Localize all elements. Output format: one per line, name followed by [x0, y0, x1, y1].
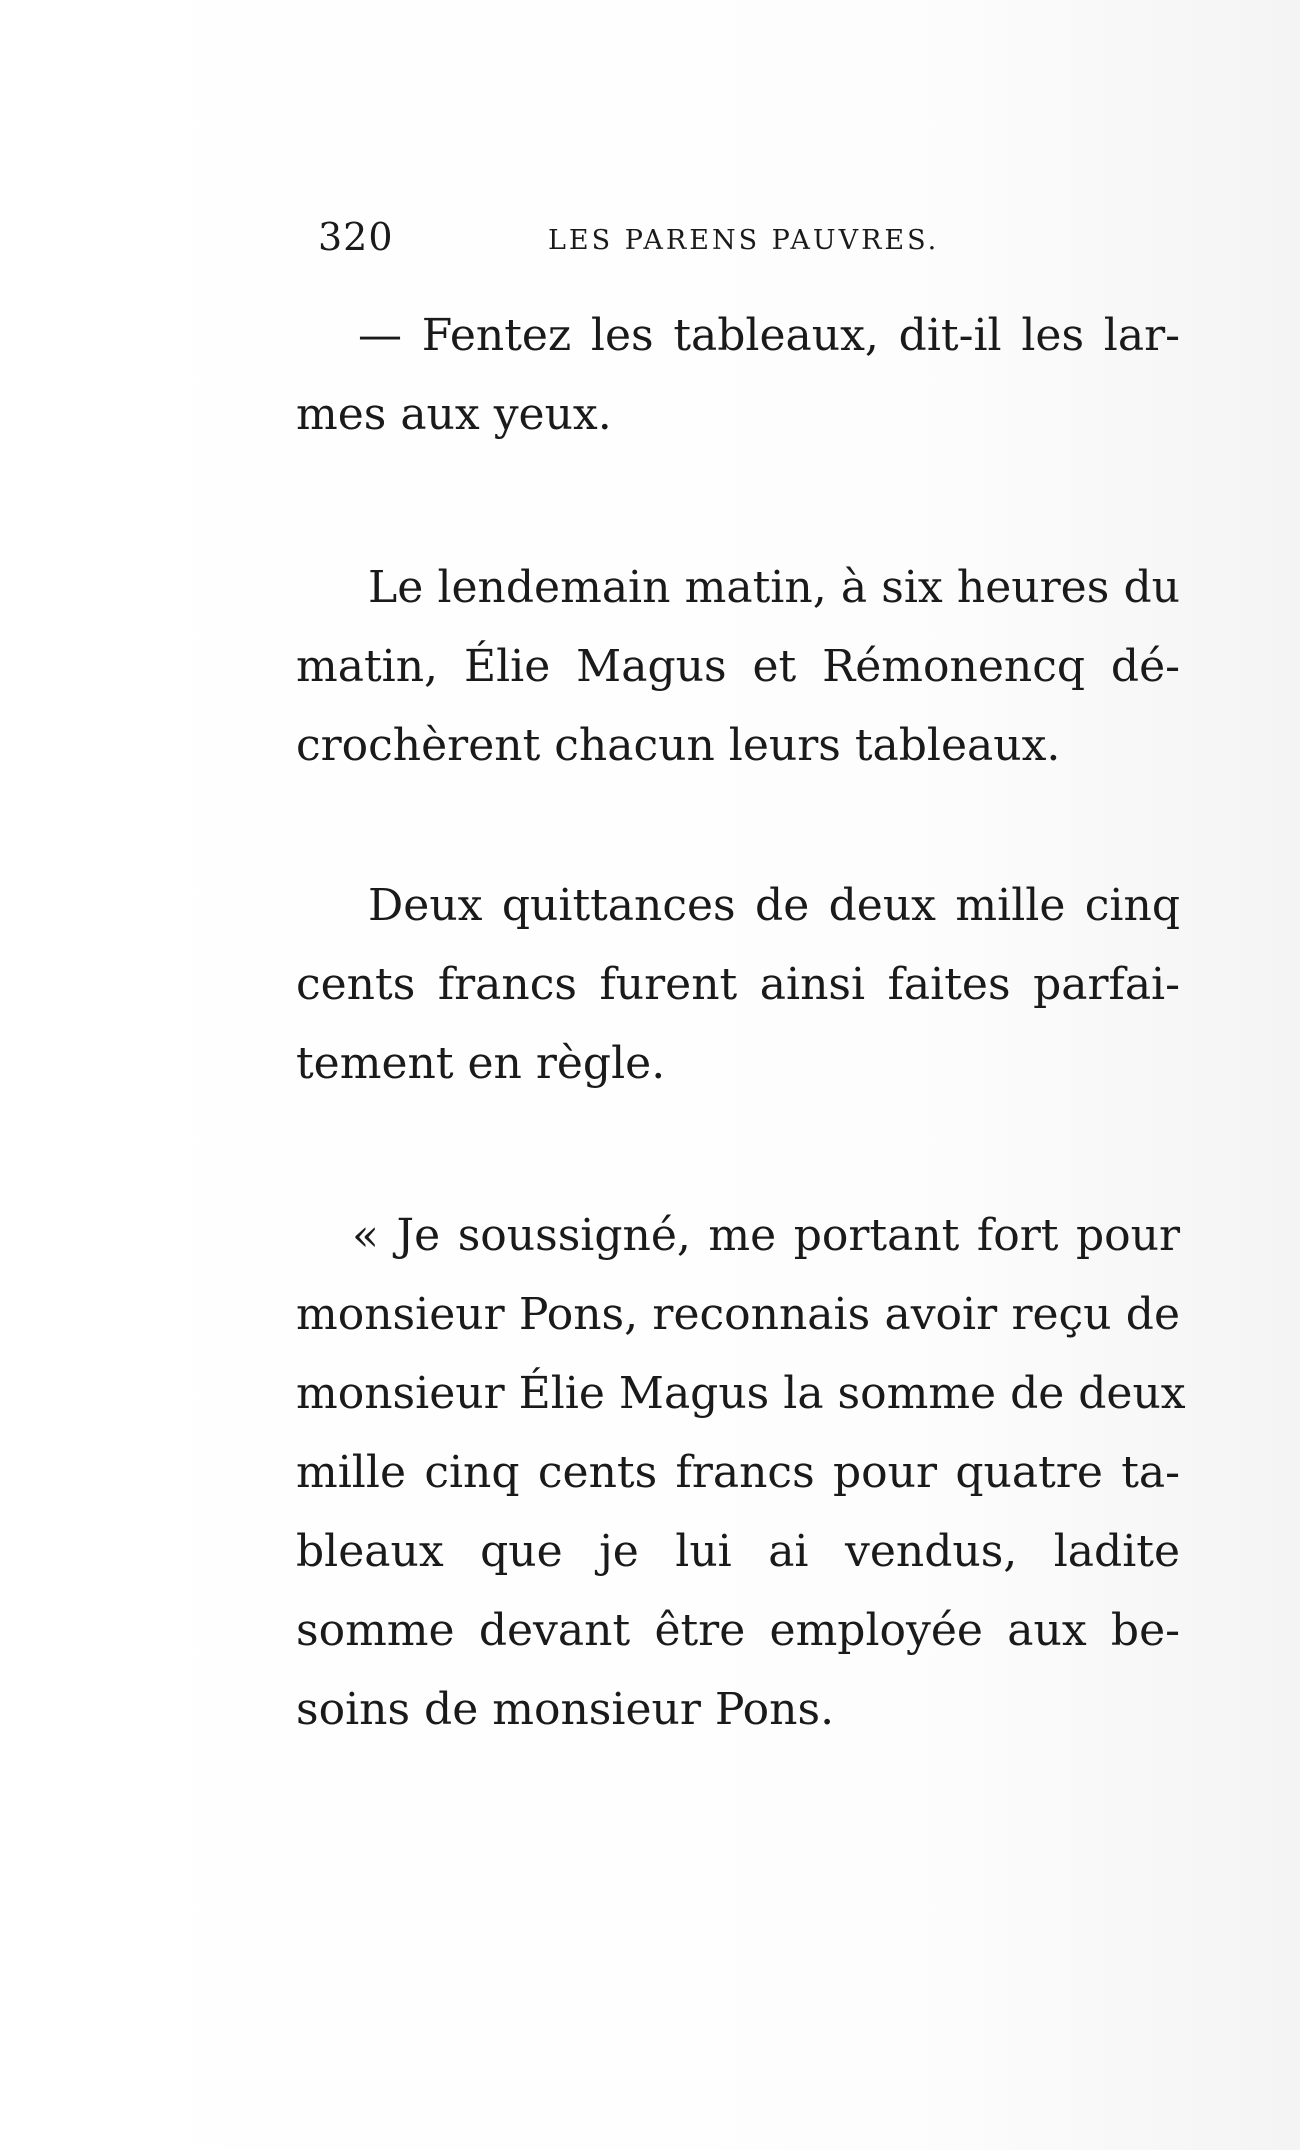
text-line: mille cinq cents francs pour quatre ta- [296, 1447, 1180, 1498]
text-line: matin, Élie Magus et Rémonencq dé- [296, 641, 1180, 692]
text-line: tement en règle. [296, 1038, 666, 1089]
text-line: bleaux que je lui ai vendus, ladite [296, 1526, 1180, 1577]
text-line: « Je soussigné, me portant fort pour [352, 1210, 1180, 1261]
text-line: monsieur Pons, reconnais avoir reçu de [296, 1289, 1180, 1340]
paragraph-1 [296, 296, 1180, 454]
paragraph-4-receipt [296, 1196, 1186, 1749]
text-line: — Fentez les tableaux, dit-il les lar- [358, 310, 1180, 361]
paragraph-2 [296, 548, 1180, 785]
text-line: Le lendemain matin, à six heures du [368, 562, 1180, 613]
text-line: soins de monsieur Pons. [296, 1684, 835, 1735]
text-line: crochèrent chacun leurs tableaux. [296, 720, 1061, 771]
running-title: LES PARENS PAUVRES. [548, 225, 940, 256]
text-line: Deux quittances de deux mille cinq [368, 880, 1180, 931]
text-line: cents francs furent ainsi faites parfai- [296, 959, 1180, 1010]
page-header [318, 212, 978, 262]
text-line: monsieur Élie Magus la somme de deux [296, 1368, 1186, 1419]
text-line: somme devant être employée aux be- [296, 1605, 1180, 1656]
page-number: 320 [318, 215, 394, 259]
text-line: mes aux yeux. [296, 389, 612, 440]
paragraph-3 [296, 866, 1180, 1103]
